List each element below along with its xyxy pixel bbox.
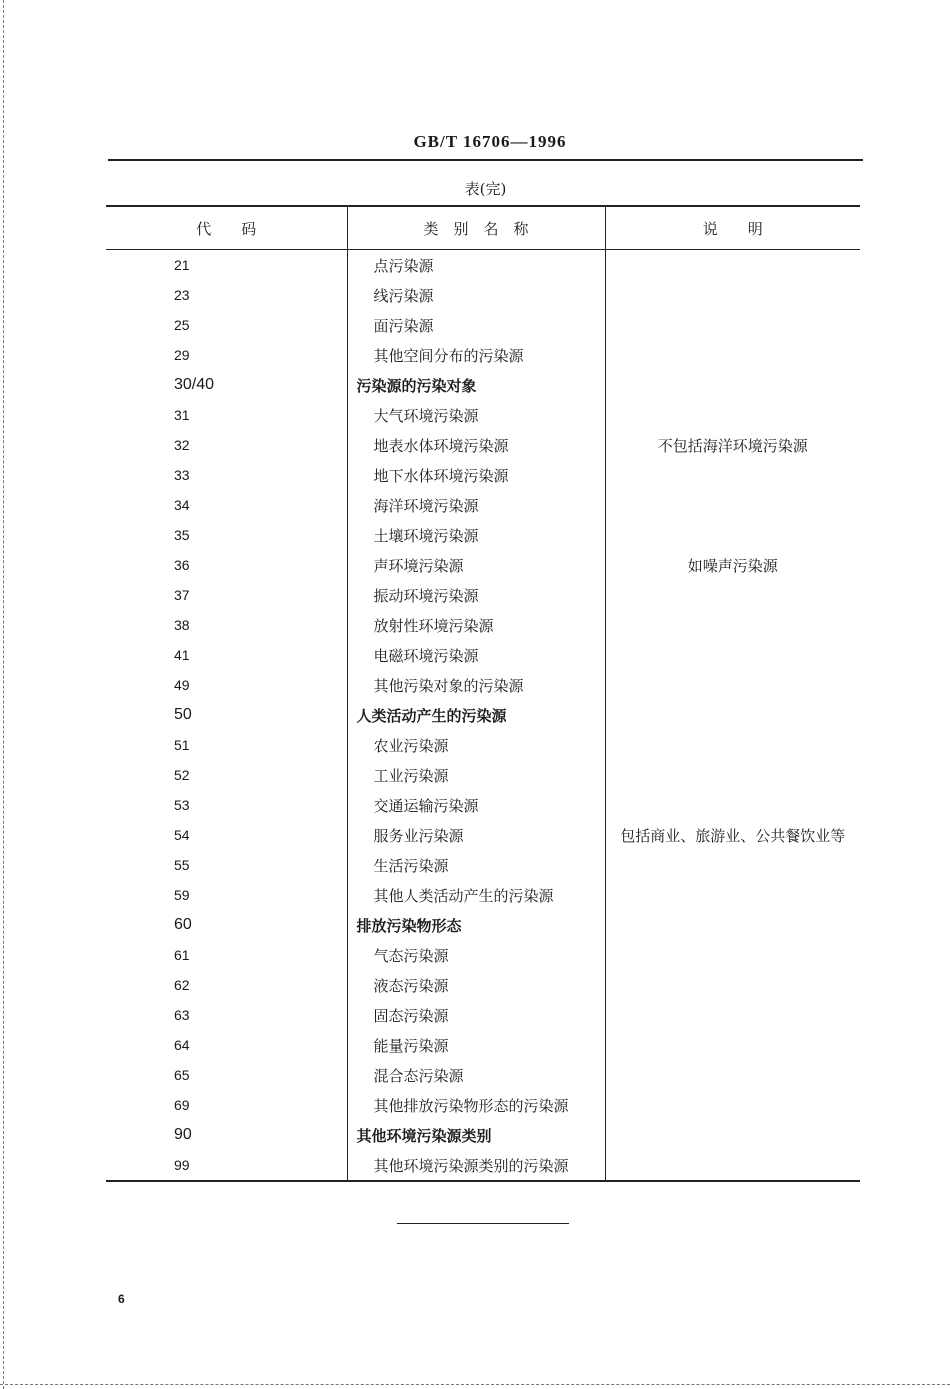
row-code: 60 bbox=[106, 910, 347, 940]
row-code: 29 bbox=[106, 340, 347, 370]
row-note bbox=[605, 880, 860, 910]
row-category-name: 其他人类活动产生的污染源 bbox=[347, 880, 605, 910]
row-category-name: 其他环境污染源类别 bbox=[347, 1120, 605, 1150]
row-code: 21 bbox=[106, 250, 347, 281]
row-category-name: 面污染源 bbox=[347, 310, 605, 340]
table-row bbox=[106, 1030, 860, 1060]
row-code: 50 bbox=[106, 700, 347, 730]
table-row bbox=[106, 1060, 860, 1090]
table-row bbox=[106, 820, 860, 850]
table-row bbox=[106, 400, 860, 430]
table-row bbox=[106, 790, 860, 820]
row-note bbox=[605, 730, 860, 760]
row-note bbox=[605, 940, 860, 970]
row-category-name: 能量污染源 bbox=[347, 1030, 605, 1060]
row-category-name: 海洋环境污染源 bbox=[347, 490, 605, 520]
row-category-name: 其他空间分布的污染源 bbox=[347, 340, 605, 370]
row-code: 55 bbox=[106, 850, 347, 880]
table-row bbox=[106, 760, 860, 790]
row-category-name: 放射性环境污染源 bbox=[347, 610, 605, 640]
table-body bbox=[106, 250, 860, 1182]
table-row bbox=[106, 670, 860, 700]
table-row bbox=[106, 430, 860, 460]
row-category-name: 地表水体环境污染源 bbox=[347, 430, 605, 460]
row-note bbox=[605, 460, 860, 490]
row-note bbox=[605, 520, 860, 550]
table-row bbox=[106, 250, 860, 281]
row-code: 51 bbox=[106, 730, 347, 760]
row-category-name: 工业污染源 bbox=[347, 760, 605, 790]
row-note bbox=[605, 850, 860, 880]
row-note bbox=[605, 280, 860, 310]
row-category-name: 声环境污染源 bbox=[347, 550, 605, 580]
row-category-name: 气态污染源 bbox=[347, 940, 605, 970]
row-category-name: 固态污染源 bbox=[347, 1000, 605, 1030]
row-category-name: 生活污染源 bbox=[347, 850, 605, 880]
row-note bbox=[605, 490, 860, 520]
row-code: 37 bbox=[106, 580, 347, 610]
row-category-name: 液态污染源 bbox=[347, 970, 605, 1000]
page-number: 6 bbox=[118, 1292, 125, 1306]
row-code: 61 bbox=[106, 940, 347, 970]
table-row bbox=[106, 550, 860, 580]
table-row bbox=[106, 850, 860, 880]
row-note bbox=[605, 1090, 860, 1120]
row-category-name: 线污染源 bbox=[347, 280, 605, 310]
classification-table bbox=[106, 205, 860, 1182]
row-code: 63 bbox=[106, 1000, 347, 1030]
row-note bbox=[605, 790, 860, 820]
row-category-name: 点污染源 bbox=[347, 250, 605, 281]
row-code: 65 bbox=[106, 1060, 347, 1090]
row-note: 包括商业、旅游业、公共餐饮业等 bbox=[620, 826, 846, 845]
row-note bbox=[605, 250, 860, 281]
row-code: 25 bbox=[106, 310, 347, 340]
table-row bbox=[106, 340, 860, 370]
row-category-name: 其他污染对象的污染源 bbox=[347, 670, 605, 700]
row-category-name: 农业污染源 bbox=[347, 730, 605, 760]
row-note bbox=[605, 310, 860, 340]
table-row bbox=[106, 490, 860, 520]
table-caption: 表(完) bbox=[464, 180, 507, 198]
row-code: 35 bbox=[106, 520, 347, 550]
row-category-name: 交通运输污染源 bbox=[347, 790, 605, 820]
table-row bbox=[106, 610, 860, 640]
table-row bbox=[106, 520, 860, 550]
table-row bbox=[106, 1090, 860, 1120]
standard-code-header: GB/T 16706—1996 bbox=[413, 132, 567, 151]
table-row bbox=[106, 370, 860, 400]
table-row bbox=[106, 310, 860, 340]
row-note bbox=[605, 670, 860, 700]
row-category-name: 混合态污染源 bbox=[347, 1060, 605, 1090]
table-header-row bbox=[106, 206, 860, 250]
row-note bbox=[605, 640, 860, 670]
row-category-name: 排放污染物形态 bbox=[347, 910, 605, 940]
row-code: 30/40 bbox=[106, 370, 347, 400]
row-code: 54 bbox=[106, 820, 347, 850]
row-code: 90 bbox=[106, 1120, 347, 1150]
row-category-name: 其他排放污染物形态的污染源 bbox=[347, 1090, 605, 1120]
row-code: 32 bbox=[106, 430, 347, 460]
table-row bbox=[106, 700, 860, 730]
column-header-code: 代 码 bbox=[106, 206, 347, 250]
row-code: 34 bbox=[106, 490, 347, 520]
row-note bbox=[605, 1120, 860, 1150]
row-note bbox=[605, 910, 860, 940]
row-note bbox=[605, 760, 860, 790]
row-code: 36 bbox=[106, 550, 347, 580]
row-code: 99 bbox=[106, 1150, 347, 1181]
row-note bbox=[605, 1030, 860, 1060]
row-note bbox=[605, 970, 860, 1000]
row-note: 如噪声污染源 bbox=[687, 556, 778, 575]
row-code: 62 bbox=[106, 970, 347, 1000]
header-rule bbox=[108, 159, 863, 161]
table-row bbox=[106, 880, 860, 910]
row-note bbox=[605, 580, 860, 610]
row-category-name: 振动环境污染源 bbox=[347, 580, 605, 610]
table-row bbox=[106, 730, 860, 760]
row-code: 53 bbox=[106, 790, 347, 820]
row-code: 41 bbox=[106, 640, 347, 670]
row-code: 33 bbox=[106, 460, 347, 490]
table-row bbox=[106, 910, 860, 940]
table-row bbox=[106, 1000, 860, 1030]
column-header-category-name: 类 别 名 称 bbox=[347, 206, 605, 250]
row-category-name: 污染源的污染对象 bbox=[347, 370, 605, 400]
row-code: 52 bbox=[106, 760, 347, 790]
table-row bbox=[106, 280, 860, 310]
row-code: 31 bbox=[106, 400, 347, 430]
row-code: 38 bbox=[106, 610, 347, 640]
row-code: 64 bbox=[106, 1030, 347, 1060]
table-row bbox=[106, 460, 860, 490]
row-note bbox=[605, 1060, 860, 1090]
table-row bbox=[106, 970, 860, 1000]
row-note: 不包括海洋环境污染源 bbox=[657, 436, 808, 455]
table-row bbox=[106, 940, 860, 970]
row-code: 23 bbox=[106, 280, 347, 310]
row-category-name: 大气环境污染源 bbox=[347, 400, 605, 430]
table-row bbox=[106, 640, 860, 670]
row-note bbox=[605, 1000, 860, 1030]
row-note bbox=[605, 400, 860, 430]
column-header-note: 说 明 bbox=[605, 206, 860, 250]
scan-edge-bottom bbox=[0, 1384, 950, 1385]
table-row bbox=[106, 580, 860, 610]
row-category-name: 土壤环境污染源 bbox=[347, 520, 605, 550]
classification-table-container bbox=[106, 205, 860, 1182]
row-code: 69 bbox=[106, 1090, 347, 1120]
row-note bbox=[605, 340, 860, 370]
end-of-standard-rule bbox=[397, 1223, 569, 1224]
row-category-name: 人类活动产生的污染源 bbox=[347, 700, 605, 730]
row-category-name: 服务业污染源 bbox=[347, 820, 605, 850]
row-note bbox=[605, 610, 860, 640]
row-category-name: 电磁环境污染源 bbox=[347, 640, 605, 670]
row-category-name: 地下水体环境污染源 bbox=[347, 460, 605, 490]
row-category-name: 其他环境污染源类别的污染源 bbox=[347, 1150, 605, 1181]
row-code: 49 bbox=[106, 670, 347, 700]
row-note bbox=[605, 700, 860, 730]
row-code: 59 bbox=[106, 880, 347, 910]
table-row bbox=[106, 1150, 860, 1181]
row-note bbox=[605, 370, 860, 400]
scan-edge-left bbox=[3, 0, 4, 1389]
table-row bbox=[106, 1120, 860, 1150]
row-note bbox=[605, 1150, 860, 1181]
